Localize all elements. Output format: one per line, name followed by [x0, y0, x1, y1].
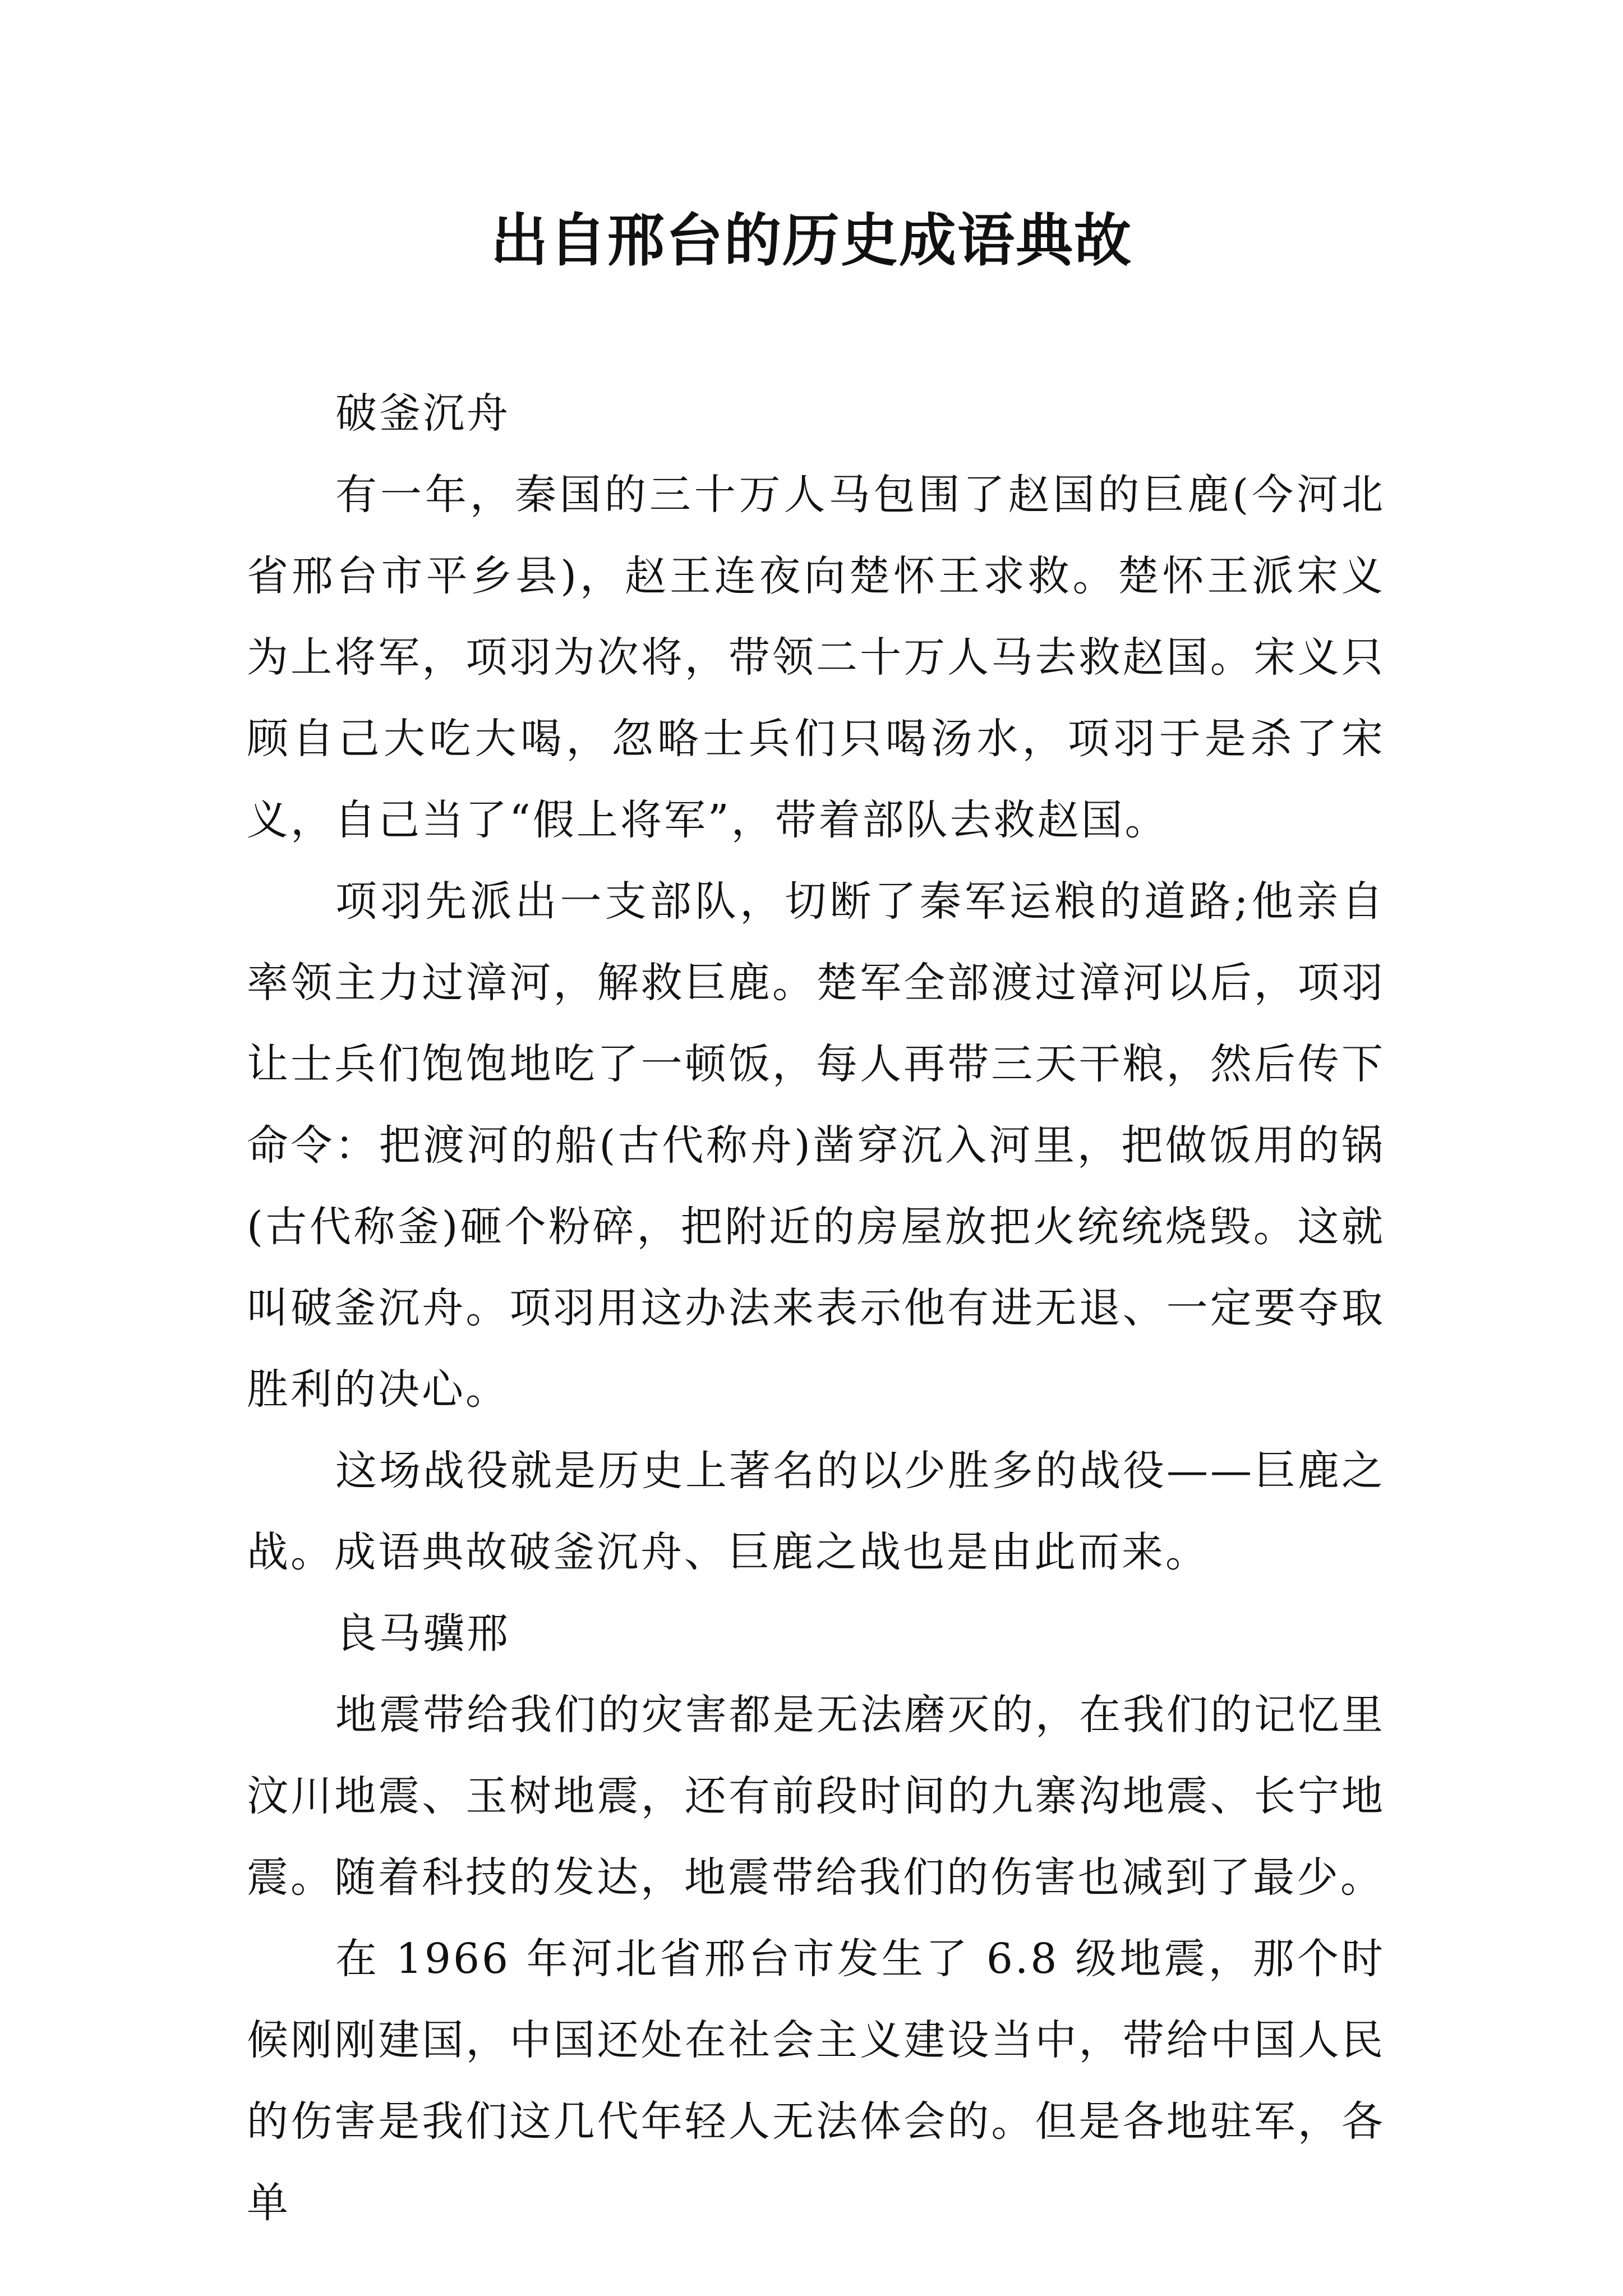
paragraph: 地震带给我们的灾害都是无法磨灭的，在我们的记忆里汶川地震、玉树地震，还有前段时间的九寨沟地震、长宁地震。随着科技的发达，地震带给我们的伤害也减到了最少。 — [247, 1691, 1385, 1902]
paragraph: 这场战役就是历史上著名的以少胜多的战役——巨鹿之战。成语典故破釜沉舟、巨鹿之战也是由此而来。 — [247, 1447, 1385, 1576]
page-title: 出自邢台的历史成语典故 — [491, 208, 1132, 274]
section-heading-pofuchenzhou: 破釜沉舟 — [335, 389, 510, 438]
paragraph: 有一年，秦国的三十万人马包围了赵国的巨鹿(今河北省邢台市平乡县)，赵王连夜向楚怀王求救。楚怀王派宋义为上将军，项羽为次将，带领二十万人马去救赵国。宋义只顾自己大吃大喝，忽略士兵们只喝汤水，项羽于是杀了宋义，自己当了“假上将军”，带着部队去救赵国。 — [247, 471, 1385, 844]
document-body — [247, 373, 1385, 2244]
paragraph: 在 1966 年河北省邢台市发生了 6.8 级地震，那个时候刚刚建国，中国还处在社会主义建设当中，带给中国人民的伤害是我们这几代年轻人无法体会的。但是各地驻军，各单 — [247, 1935, 1385, 2227]
paragraph: 项羽先派出一支部队，切断了秦军运粮的道路;他亲自率领主力过漳河，解救巨鹿。楚军全部渡过漳河以后，项羽让士兵们饱饱地吃了一顿饭，每人再带三天干粮，然后传下命令：把渡河的船(古代称舟)凿穿沉入河里，把做饭用的锅(古代称釜)砸个粉碎，把附近的房屋放把火统统烧毁。这就叫破釜沉舟。项羽用这办法来表示他有进无退、一定要夺取胜利的决心。 — [247, 877, 1385, 1414]
section-heading-liangmajixing: 良马骥邢 — [335, 1609, 510, 1658]
